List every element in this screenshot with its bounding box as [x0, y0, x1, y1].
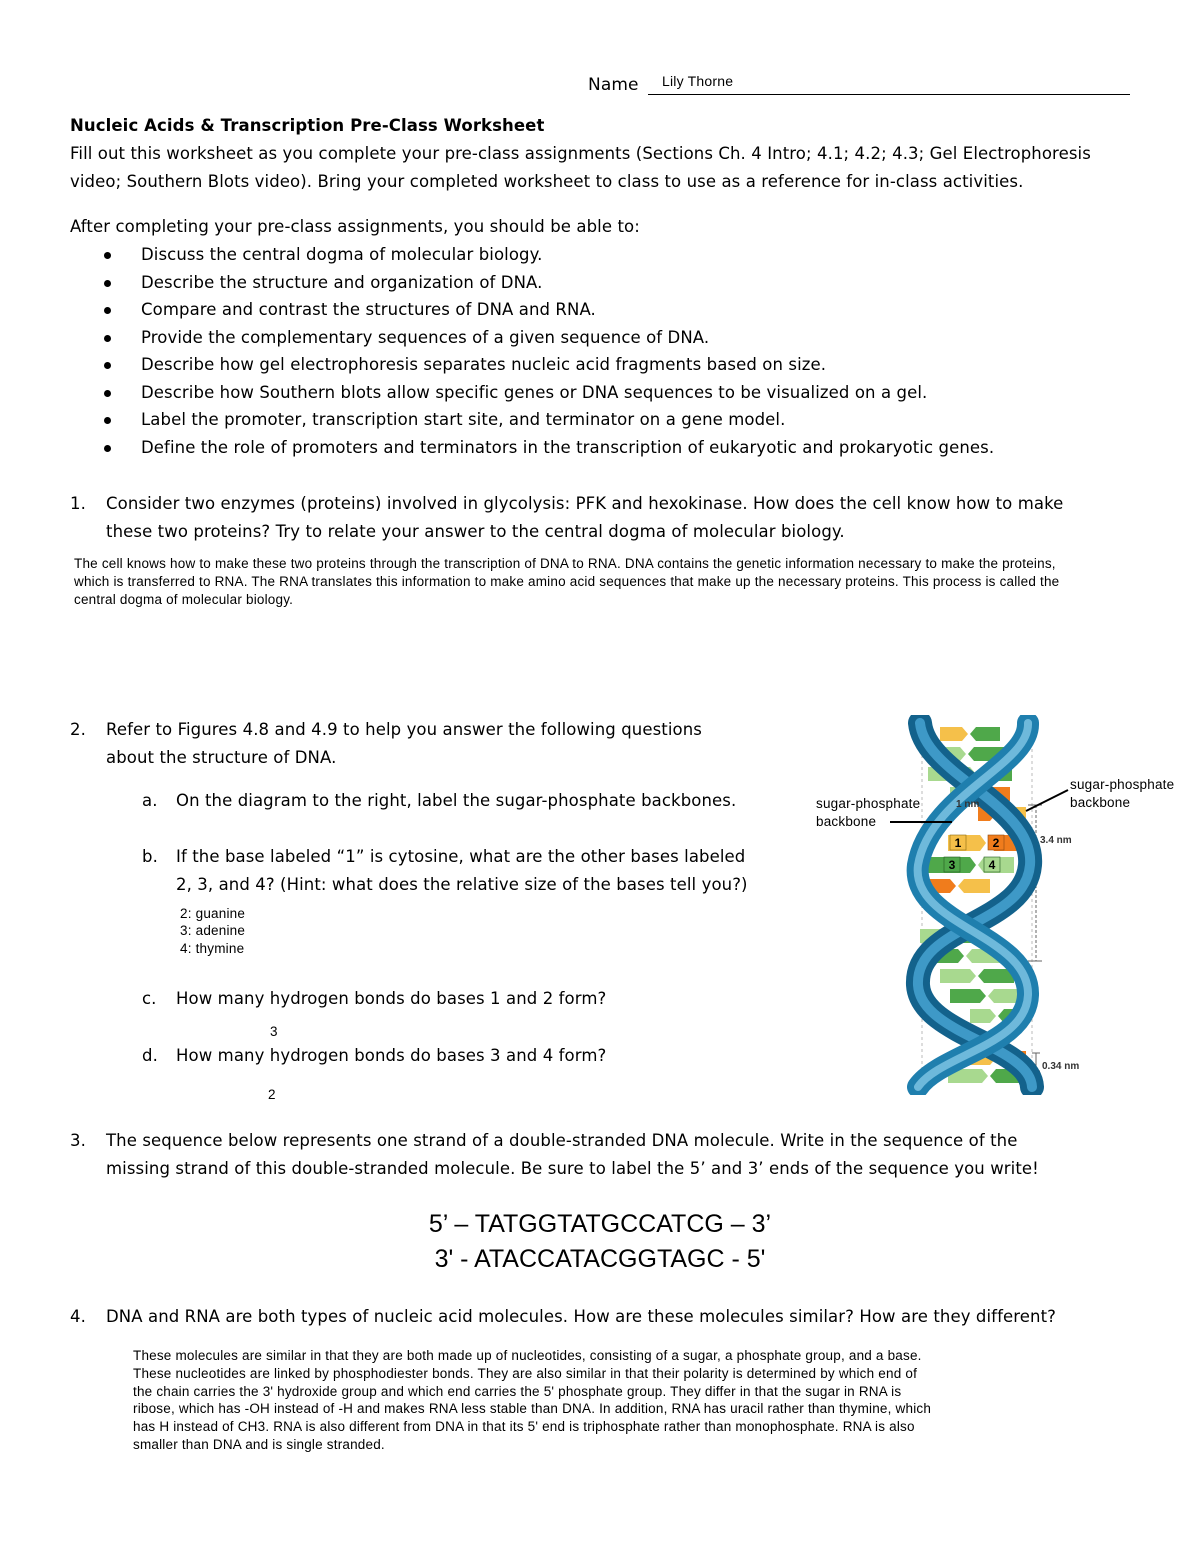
answer-1-line[interactable]: which is transferred to RNA. The RNA translates this information to make amino acid sequences that make up the necessary proteins. This process is called the [74, 574, 1060, 589]
question-4-text: DNA and RNA are both types of nucleic acid molecules. How are these molecules similar? How are they different? [106, 1307, 1057, 1326]
dimension-3-4nm-label: 3.4 nm [1040, 835, 1072, 846]
right-backbone-label: sugar-phosphate [1070, 777, 1175, 792]
answer-2b-line[interactable]: 4: thymine [180, 941, 245, 956]
answer-1-line[interactable]: The cell knows how to make these two proteins through the transcription of DNA to RNA. DNA contains the genetic information necessary to make the proteins, [74, 556, 1056, 571]
question-2b-letter: b. [142, 847, 158, 866]
question-2-number: 2. [70, 720, 86, 739]
list-item: Compare and contrast the structures of DNA and RNA. [141, 300, 596, 319]
answer-4-line[interactable]: smaller than DNA and is single stranded. [133, 1437, 385, 1452]
left-backbone-label: sugar-phosphate [816, 796, 921, 811]
list-item: Label the promoter, transcription start site, and terminator on a gene model. [141, 410, 786, 429]
answer-4-line[interactable]: ribose, which has -OH instead of -H and makes RNA less stable than DNA. In addition, RNA has uracil rather than thymine, which [133, 1401, 932, 1416]
bullet-icon [104, 417, 111, 424]
answer-1-line[interactable]: central dogma of molecular biology. [74, 592, 294, 607]
bullet-icon [104, 445, 111, 452]
dna-helix-figure [800, 715, 1190, 1095]
answer-4-line[interactable]: These nucleotides are linked by phosphodiester bonds. They are also similar in that their polarity is determined by which end of [133, 1366, 918, 1381]
list-item: Describe how gel electrophoresis separates nucleic acid fragments based on size. [141, 355, 827, 374]
dimension-1nm-label: 1 nm [956, 799, 980, 810]
answer-4-line[interactable]: These molecules are similar in that they are both made up of nucleotides, consisting of a sugar, a phosphate group, and a base. [133, 1348, 922, 1363]
base-label-4: 4 [988, 858, 996, 872]
base-pair [940, 969, 976, 983]
question-1-number: 1. [70, 494, 86, 513]
intro-line-2: video; Southern Blots video). Bring your completed worksheet to class to use as a reference for in-class activities. [70, 172, 1024, 191]
bullet-icon [104, 362, 111, 369]
question-1-text-2: these two proteins? Try to relate your answer to the central dogma of molecular biology. [106, 522, 845, 541]
list-item: Discuss the central dogma of molecular biology. [141, 245, 543, 264]
list-item: Describe how Southern blots allow specific genes or DNA sequences to be visualized on a gel. [141, 383, 928, 402]
left-backbone-label-2: backbone [816, 814, 877, 829]
given-sequence: 5’ – TATGGTATGCCATCG – 3’ [428, 1210, 772, 1238]
answer-2b-line[interactable]: 3: adenine [180, 923, 246, 938]
question-2c-letter: c. [142, 989, 157, 1008]
answer-4-line[interactable]: has H instead of CH3. RNA is also different from DNA in that its 5' end is triphosphate rather than monophosphate. RNA is also [133, 1419, 915, 1434]
intro-line-1: Fill out this worksheet as you complete your pre-class assignments (Sections Ch. 4 Intro; 4.1; 4.2; 4.3; Gel Electrophoresis [70, 144, 1091, 163]
answer-sequence[interactable]: 3' - ATACCATACGGTAGC - 5' [434, 1245, 766, 1273]
bullet-icon [104, 307, 111, 314]
name-label: Name [588, 75, 639, 95]
question-2d-text: How many hydrogen bonds do bases 3 and 4 form? [176, 1046, 607, 1065]
bullet-icon [104, 335, 111, 342]
base-label-1: 1 [954, 836, 962, 850]
question-2c-text: How many hydrogen bonds do bases 1 and 2 form? [176, 989, 607, 1008]
list-item: Define the role of promoters and terminators in the transcription of eukaryotic and prokaryotic genes. [141, 438, 995, 457]
question-2b-text-2: 2, 3, and 4? (Hint: what does the relative size of the bases tell you?) [176, 875, 748, 894]
bullet-icon [104, 280, 111, 287]
answer-2b-line[interactable]: 2: guanine [180, 906, 246, 921]
base-pair [970, 1009, 996, 1023]
dimension-0-34nm-label: 0.34 nm [1042, 1061, 1080, 1072]
question-2a-text: On the diagram to the right, label the sugar-phosphate backbones. [176, 791, 737, 810]
list-item: Describe the structure and organization of DNA. [141, 273, 543, 292]
question-2d-letter: d. [142, 1046, 158, 1065]
answer-2d[interactable]: 2 [268, 1087, 276, 1102]
question-3-number: 3. [70, 1131, 86, 1150]
question-2b-text: If the base labeled “1” is cytosine, what are the other bases labeled [176, 847, 746, 866]
question-1-text: Consider two enzymes (proteins) involved in glycolysis: PFK and hexokinase. How does the cell know how to make [106, 494, 1064, 513]
right-backbone-label-2: backbone [1070, 795, 1131, 810]
page-title: Nucleic Acids & Transcription Pre-Class Worksheet [70, 116, 545, 135]
base-label-2: 2 [992, 836, 1000, 850]
base-pair [970, 727, 1000, 741]
bullet-icon [104, 252, 111, 259]
base-pair [940, 727, 968, 741]
name-field[interactable]: Lily Thorne [662, 73, 734, 89]
name-underline [648, 94, 1130, 95]
list-item: Provide the complementary sequences of a given sequence of DNA. [141, 328, 710, 347]
question-4-number: 4. [70, 1307, 86, 1326]
question-2a-letter: a. [142, 791, 158, 810]
question-3-text: The sequence below represents one strand of a double-stranded DNA molecule. Write in the sequence of the [106, 1131, 1018, 1150]
answer-2c[interactable]: 3 [270, 1024, 278, 1039]
question-2-text-2: about the structure of DNA. [106, 748, 337, 767]
base-label-3: 3 [948, 858, 956, 872]
base-pair [958, 879, 990, 893]
question-2-text: Refer to Figures 4.8 and 4.9 to help you answer the following questions [106, 720, 702, 739]
question-3-text-2: missing strand of this double-stranded molecule. Be sure to label the 5’ and 3’ ends of the sequence you write! [106, 1159, 1039, 1178]
objectives-heading: After completing your pre-class assignments, you should be able to: [70, 217, 640, 236]
base-pair [950, 989, 986, 1003]
bullet-icon [104, 390, 111, 397]
answer-4-line[interactable]: the chain carries the 3' hydroxide group and which end carries the 5' phosphate group. They differ in that the sugar in RNA is [133, 1384, 902, 1399]
